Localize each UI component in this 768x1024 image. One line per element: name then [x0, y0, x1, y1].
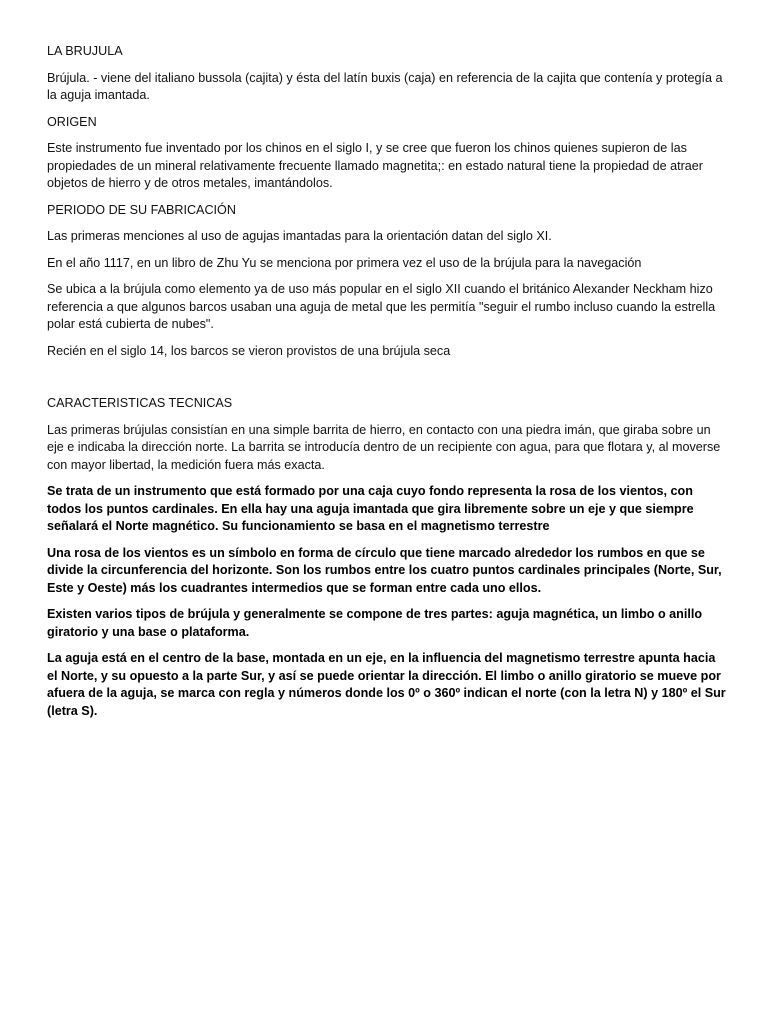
tech-paragraph: Las primeras brújulas consistían en una simple barrita de hierro, en contacto con una piedra imán, que giraba sobre un eje e indicaba la dirección norte. La barrita se introducía dentro de un recipiente con agua, para que flotara y, al moverse con mayor libertad, la medición fuera más exacta. — [47, 422, 721, 472]
document-title: LA BRUJULA — [47, 44, 123, 58]
bold-paragraph-2: Una rosa de los vientos es un símbolo en forma de círculo que tiene marcado alrededor los rumbos en que se divide la circunferencia del horizonte. Son los rumbos entre los cuatro puntos cardinales principales (Norte, Sur, Este y Oeste) más los cuadrantes intermedios que se forman entre cada uno ellos. — [47, 545, 722, 595]
origin-paragraph: Este instrumento fue inventado por los chinos en el siglo I, y se cree que fueron los chinos quienes supieron de las propiedades de un mineral relativamente frecuente llamado magnetita;: en estado natural tiene la propiedad de atraer objetos de hierro y de otros metales, imantándolos. — [47, 141, 703, 190]
period-paragraph-2: En el año 1117, en un libro de Zhu Yu se menciona por primera vez el uso de la brújula para la navegación — [47, 255, 642, 270]
intro-paragraph: Brújula. - viene del italiano bussola (cajita) y ésta del latín buxis (caja) en referencia de la cajita que contenía y protegía a la aguja imantada. — [47, 70, 723, 102]
period-paragraph-4: Recién en el siglo 14, los barcos se vieron provistos de una brújula seca — [47, 343, 451, 358]
bold-paragraph-3: Existen varios tipos de brújula y generalmente se compone de tres partes: aguja magnética, un limbo o anillo giratorio y una base o plataforma. — [47, 607, 703, 639]
tech-heading: CARACTERISTICAS TECNICAS — [47, 396, 233, 410]
period-paragraph-3: Se ubica a la brújula como elemento ya de uso más popular en el siglo XII cuando el británico Alexander Neckham hizo referencia a que algunos barcos usaban una aguja de metal que les permitía "seguir el rumbo incluso cuando la estrella polar está cubierta de nubes". — [47, 282, 716, 331]
bold-paragraph-4: La aguja está en el centro de la base, montada en un eje, en la influencia del magnetismo terrestre apunta hacia el Norte, y su opuesto a la parte Sur, y así se puede orientar la dirección. El limbo o anillo giratorio se mueve por afuera de la aguja, se marca con regla y números donde los 0º o 360º indican el norte (con la letra N) y 180º el Sur (letra S). — [47, 651, 726, 718]
origin-heading: ORIGEN — [47, 114, 97, 129]
period-heading: PERIODO DE SU FABRICACIÓN — [47, 202, 236, 217]
period-paragraph-1: Las primeras menciones al uso de agujas imantadas para la orientación datan del siglo XI. — [47, 229, 552, 243]
bold-paragraph-1: Se trata de un instrumento que está formado por una caja cuyo fondo representa la rosa de los vientos, con todos los puntos cardinales. En ella hay una aguja imantada que gira libremente sobre un eje y que siempre señalará el Norte magnético. Su funcionamiento se basa en el magnetismo terrestre — [47, 484, 694, 533]
section-spacer — [47, 369, 727, 395]
document-page — [47, 43, 727, 729]
